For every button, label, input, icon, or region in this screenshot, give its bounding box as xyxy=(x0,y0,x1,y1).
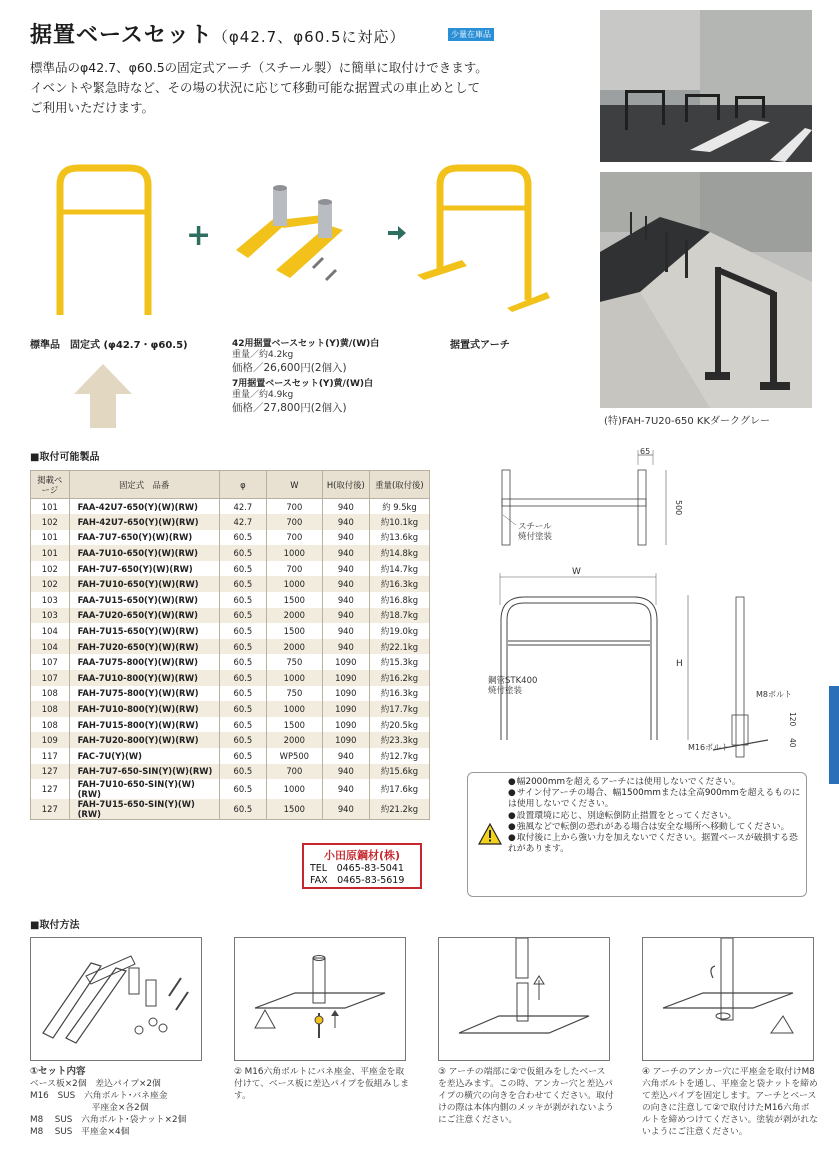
table-row xyxy=(31,732,430,748)
cell-phi: 60.5 xyxy=(219,530,266,546)
table-row xyxy=(31,608,430,624)
col-page: 掲載ページ xyxy=(31,471,70,499)
col-code: 固定式 品番 xyxy=(69,471,219,499)
cell-w: 1000 xyxy=(266,701,322,717)
table-row xyxy=(31,499,430,515)
company-name: 小田原鋼材(株) xyxy=(323,849,401,862)
intro-line: 標準品のφ42.7、φ60.5の固定式アーチ（スチール製）に簡単に取付けできます。 xyxy=(30,60,488,75)
cell-phi: 60.5 xyxy=(219,670,266,686)
cell-h: 940 xyxy=(322,561,369,577)
step1-line: M16 SUS 六角ボルト･バネ座金 xyxy=(30,1091,168,1101)
cell-h: 940 xyxy=(322,576,369,592)
dim-h: H xyxy=(676,659,683,669)
cell-h: 940 xyxy=(322,499,369,515)
cell-page: 109 xyxy=(31,732,70,748)
cell-h: 940 xyxy=(322,799,369,820)
cell-phi: 60.5 xyxy=(219,799,266,820)
warning-icon xyxy=(478,823,502,845)
label-placed-arch: 据置式アーチ xyxy=(450,340,510,351)
warning-item: ● 幅2000mmを超えるアーチには使用しないでください。 xyxy=(508,777,803,788)
set7-title: 7用据置ベースセット(Y)黄/(W)白 xyxy=(232,379,373,389)
step1-line: M8 SUS 平座金×4個 xyxy=(30,1127,130,1137)
cell-page: 127 xyxy=(31,799,70,820)
table-title: ■取付可能製品 xyxy=(30,452,100,463)
table-row xyxy=(31,514,430,530)
company-fax: FAX 0465-83-5619 xyxy=(310,875,405,886)
warning-list xyxy=(508,777,803,855)
cell-h: 1090 xyxy=(322,654,369,670)
col-w: W xyxy=(266,471,322,499)
cell-w: 700 xyxy=(266,514,322,530)
table-row xyxy=(31,686,430,702)
dim-500: 500 xyxy=(674,500,683,516)
title-sub: （φ42.7、φ60.5に対応） xyxy=(212,28,406,46)
cell-weight: 約15.6kg xyxy=(369,764,429,780)
step4-text: ④ アーチのアンカー穴に平座金を取付けM8六角ボルトを通し、平座金と袋ナットを締めて差込パイプを固定します。アーチとベースの向きに注意して②で取付けたM16六角ボルトを締めつけてください。塗装が剥がれないようにご注意ください。 xyxy=(642,1067,818,1137)
cell-h: 940 xyxy=(322,779,369,799)
cell-code: FAH-7U20-800(Y)(W)(RW) xyxy=(69,732,219,748)
table-row xyxy=(31,717,430,733)
cell-w: 1000 xyxy=(266,779,322,799)
cell-phi: 60.5 xyxy=(219,686,266,702)
step1-line: 平座金×各2個 xyxy=(30,1103,149,1113)
cell-code: FAA-7U10-650(Y)(W)(RW) xyxy=(69,545,219,561)
cell-w: 700 xyxy=(266,561,322,577)
table-row xyxy=(31,779,430,799)
step1-image xyxy=(30,937,202,1061)
cell-w: 750 xyxy=(266,686,322,702)
pipe-label xyxy=(488,676,537,696)
cell-page: 107 xyxy=(31,670,70,686)
cell-phi: 60.5 xyxy=(219,576,266,592)
steel-text-2: 焼付塗装 xyxy=(518,532,553,542)
cell-page: 108 xyxy=(31,717,70,733)
table-row xyxy=(31,764,430,780)
col-weight: 重量(取付後) xyxy=(369,471,429,499)
cell-h: 940 xyxy=(322,748,369,764)
set42-weight: 重量／約4.2kg xyxy=(232,350,294,360)
cell-page: 104 xyxy=(31,639,70,655)
cell-phi: 60.5 xyxy=(219,592,266,608)
cell-h: 940 xyxy=(322,608,369,624)
cell-h: 940 xyxy=(322,592,369,608)
photo-top xyxy=(600,10,812,162)
cell-phi: 60.5 xyxy=(219,717,266,733)
cell-code: FAH-7U15-800(Y)(W)(RW) xyxy=(69,717,219,733)
cell-page: 101 xyxy=(31,530,70,546)
table-row xyxy=(31,654,430,670)
table-row xyxy=(31,545,430,561)
cell-weight: 約19.0kg xyxy=(369,623,429,639)
m8-label: M8ボルト xyxy=(756,690,792,699)
cell-code: FAH-7U10-650-SIN(Y)(W)(RW) xyxy=(69,779,219,799)
plus-sign: + xyxy=(186,218,212,253)
cell-h: 940 xyxy=(322,623,369,639)
cell-page: 117 xyxy=(31,748,70,764)
set42-title: 42用据置ベースセット(Y)黄/(W)白 xyxy=(232,339,380,349)
cell-weight: 約16.3kg xyxy=(369,576,429,592)
set7-weight: 重量／約4.9kg xyxy=(232,390,294,400)
standard-arch-illustration xyxy=(48,160,163,315)
step4-image xyxy=(642,937,814,1061)
photo-bottom-image xyxy=(600,172,812,408)
cell-code: FAH-7U10-650(Y)(W)(RW) xyxy=(69,576,219,592)
photo-caption: (特)FAH-7U20-650 KKダークグレー xyxy=(604,416,771,427)
cell-h: 940 xyxy=(322,514,369,530)
label-standard: 標準品 固定式 (φ42.7・φ60.5) xyxy=(30,340,188,351)
cell-h: 1090 xyxy=(322,732,369,748)
page-title xyxy=(30,18,406,49)
install-title: ■取付方法 xyxy=(30,920,80,931)
cell-weight: 約17.6kg xyxy=(369,779,429,799)
cell-page: 107 xyxy=(31,654,70,670)
dim-w: W xyxy=(572,567,581,577)
company-box xyxy=(302,843,422,889)
cell-h: 1090 xyxy=(322,670,369,686)
cell-phi: 60.5 xyxy=(219,561,266,577)
cell-h: 1090 xyxy=(322,717,369,733)
cell-w: 700 xyxy=(266,530,322,546)
cell-w: 1000 xyxy=(266,670,322,686)
cell-weight: 約12.7kg xyxy=(369,748,429,764)
pipe-text: 鋼管STK400 xyxy=(488,676,538,686)
table-row xyxy=(31,592,430,608)
steel-label xyxy=(518,522,552,542)
cell-weight: 約20.5kg xyxy=(369,717,429,733)
cell-w: 1500 xyxy=(266,799,322,820)
dim-40: 40 xyxy=(788,738,797,748)
cell-weight: 約13.6kg xyxy=(369,530,429,546)
company-tel: TEL 0465-83-5041 xyxy=(310,863,404,874)
step2-text: ② M16六角ボルトにバネ座金、平座金を取付けて、ベース板に差込パイプを仮組みします。 xyxy=(234,1067,410,1101)
stock-badge: 少量在庫品 xyxy=(448,28,494,41)
dim-120: 120 xyxy=(788,712,797,727)
cell-phi: 60.5 xyxy=(219,639,266,655)
cell-code: FAA-7U20-650(Y)(W)(RW) xyxy=(69,608,219,624)
step3-image xyxy=(438,937,610,1061)
table-row xyxy=(31,670,430,686)
cell-page: 104 xyxy=(31,623,70,639)
cell-code: FAA-7U7-650(Y)(W)(RW) xyxy=(69,530,219,546)
spec-table xyxy=(30,470,430,820)
cell-phi: 60.5 xyxy=(219,732,266,748)
cell-page: 102 xyxy=(31,514,70,530)
cell-page: 103 xyxy=(31,592,70,608)
step3-text: ③ アーチの端部に②で仮組みをしたベースを差込みます。この時、アンカー穴と差込パイプの横穴の向きを合わせてください。取付けの際は本体内側のメッキが剥がれないようにご注意ください。 xyxy=(438,1067,614,1125)
step1-text xyxy=(30,1066,230,1138)
set42-info xyxy=(232,336,379,415)
cell-h: 940 xyxy=(322,764,369,780)
cell-weight: 約16.2kg xyxy=(369,670,429,686)
cell-weight: 約17.7kg xyxy=(369,701,429,717)
intro-line: ご利用いただけます。 xyxy=(30,100,155,115)
cell-weight: 約23.3kg xyxy=(369,732,429,748)
cell-phi: 60.5 xyxy=(219,701,266,717)
cell-phi: 42.7 xyxy=(219,514,266,530)
cell-page: 101 xyxy=(31,499,70,515)
cell-weight: 約21.2kg xyxy=(369,799,429,820)
intro-line: イベントや緊急時など、その場の状況に応じて移動可能な据置式の車止めとして xyxy=(30,80,481,95)
table-row xyxy=(31,639,430,655)
step2-image xyxy=(234,937,406,1061)
dim-65: 65 xyxy=(640,447,651,456)
cell-phi: 60.5 xyxy=(219,608,266,624)
cell-code: FAA-7U15-650(Y)(W)(RW) xyxy=(69,592,219,608)
table-header-row xyxy=(31,471,430,499)
m16-label: M16ボルト xyxy=(688,743,730,752)
cell-code: FAA-42U7-650(Y)(W)(RW) xyxy=(69,499,219,515)
cell-code: FAH-7U7-650(Y)(W)(RW) xyxy=(69,561,219,577)
step1-line: M8 SUS 六角ボルト･袋ナット×2個 xyxy=(30,1115,187,1125)
side-index-tab xyxy=(829,686,839,784)
dimension-diagram-front xyxy=(488,565,788,765)
cell-phi: 60.5 xyxy=(219,545,266,561)
cell-page: 102 xyxy=(31,561,70,577)
table-row xyxy=(31,530,430,546)
photo-top-image xyxy=(600,10,812,162)
cell-code: FAC-7U(Y)(W) xyxy=(69,748,219,764)
cell-w: 1500 xyxy=(266,592,322,608)
cell-page: 127 xyxy=(31,779,70,799)
cell-h: 1090 xyxy=(322,686,369,702)
cell-w: WP500 xyxy=(266,748,322,764)
cell-h: 1090 xyxy=(322,701,369,717)
cell-h: 940 xyxy=(322,530,369,546)
cell-w: 2000 xyxy=(266,732,322,748)
cell-w: 700 xyxy=(266,499,322,515)
title-main: 据置ベースセット xyxy=(30,23,213,48)
cell-page: 103 xyxy=(31,608,70,624)
cell-w: 1000 xyxy=(266,576,322,592)
warning-item: ● 強風などで転倒の恐れがある場合は安全な場所へ移動してください。 xyxy=(508,822,803,833)
step1-title: ①セット内容 xyxy=(30,1066,86,1077)
pipe-text-2: 焼付塗装 xyxy=(488,686,523,696)
cell-h: 940 xyxy=(322,545,369,561)
compatible-products-table xyxy=(30,470,430,820)
step1-line: ベース板×2個 差込パイプ×2個 xyxy=(30,1079,161,1089)
cell-w: 1500 xyxy=(266,623,322,639)
cell-phi: 60.5 xyxy=(219,764,266,780)
table-row xyxy=(31,748,430,764)
cell-weight: 約18.7kg xyxy=(369,608,429,624)
table-row xyxy=(31,799,430,820)
cell-weight: 約 9.5kg xyxy=(369,499,429,515)
col-h: H(取付後) xyxy=(322,471,369,499)
cell-h: 940 xyxy=(322,639,369,655)
table-row xyxy=(31,701,430,717)
cell-code: FAA-7U75-800(Y)(W)(RW) xyxy=(69,654,219,670)
cell-code: FAH-7U15-650-SIN(Y)(W)(RW) xyxy=(69,799,219,820)
cell-code: FAH-7U20-650(Y)(W)(RW) xyxy=(69,639,219,655)
cell-code: FAH-7U10-800(Y)(W)(RW) xyxy=(69,701,219,717)
cell-weight: 約22.1kg xyxy=(369,639,429,655)
cell-w: 1500 xyxy=(266,717,322,733)
cell-page: 101 xyxy=(31,545,70,561)
cell-weight: 約16.3kg xyxy=(369,686,429,702)
arrow-right-icon xyxy=(388,226,406,240)
placed-arch-illustration xyxy=(412,160,552,315)
cell-weight: 約16.8kg xyxy=(369,592,429,608)
cell-page: 108 xyxy=(31,686,70,702)
cell-phi: 60.5 xyxy=(219,779,266,799)
cell-phi: 60.5 xyxy=(219,654,266,670)
steel-text: スチール xyxy=(518,522,552,532)
warning-item: ● 設置環境に応じ、別途転倒防止措置をとってください。 xyxy=(508,811,803,822)
cell-page: 127 xyxy=(31,764,70,780)
table-row xyxy=(31,623,430,639)
cell-code: FAH-7U7-650-SIN(Y)(W)(RW) xyxy=(69,764,219,780)
set7-price: 価格／27,800円(2個入) xyxy=(232,402,347,414)
warning-item: ● 取付後に上から強い力を加えないでください。据置ベースが破損する恐れがあります。 xyxy=(508,833,803,855)
cell-code: FAH-7U15-650(Y)(W)(RW) xyxy=(69,623,219,639)
cell-weight: 約14.8kg xyxy=(369,545,429,561)
cell-weight: 約10.1kg xyxy=(369,514,429,530)
table-row xyxy=(31,561,430,577)
arrow-up-icon xyxy=(74,364,132,428)
cell-w: 2000 xyxy=(266,608,322,624)
cell-phi: 42.7 xyxy=(219,499,266,515)
warning-box xyxy=(467,772,807,897)
cell-w: 750 xyxy=(266,654,322,670)
cell-w: 2000 xyxy=(266,639,322,655)
set42-price: 価格／26,600円(2個入) xyxy=(232,362,347,374)
cell-code: FAA-7U10-800(Y)(W)(RW) xyxy=(69,670,219,686)
cell-page: 102 xyxy=(31,576,70,592)
cell-w: 1000 xyxy=(266,545,322,561)
col-phi: φ xyxy=(219,471,266,499)
cell-code: FAH-7U75-800(Y)(W)(RW) xyxy=(69,686,219,702)
intro-text xyxy=(30,58,570,118)
photo-bottom xyxy=(600,172,812,408)
cell-w: 700 xyxy=(266,764,322,780)
cell-phi: 60.5 xyxy=(219,623,266,639)
warning-item: ● サイン付アーチの場合、幅1500mmまたは全高900mmを超えるものには使用しないでください。 xyxy=(508,788,803,810)
base-set-illustration xyxy=(228,180,373,290)
cell-weight: 約15.3kg xyxy=(369,654,429,670)
cell-phi: 60.5 xyxy=(219,748,266,764)
table-row xyxy=(31,576,430,592)
cell-code: FAH-42U7-650(Y)(W)(RW) xyxy=(69,514,219,530)
cell-weight: 約14.7kg xyxy=(369,561,429,577)
cell-page: 108 xyxy=(31,701,70,717)
